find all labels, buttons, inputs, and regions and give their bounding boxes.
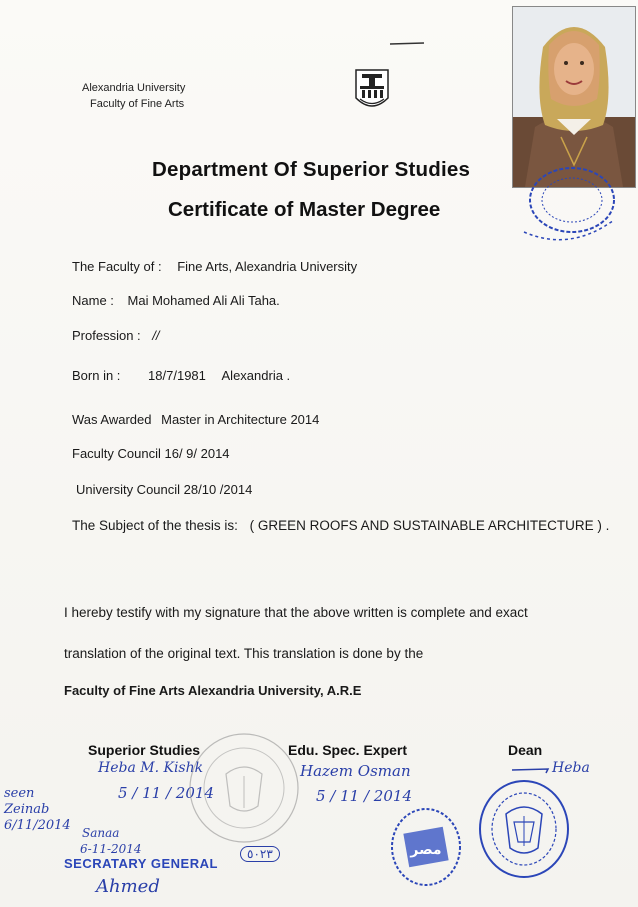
thesis-field — [72, 518, 609, 533]
note-zeinab: Zeinab — [4, 802, 50, 817]
official-stamp-photo — [510, 160, 620, 250]
thesis-label: The Subject of the thesis is: — [72, 518, 238, 533]
profession-value: // — [152, 328, 160, 343]
signature-heba-date: 5 / 11 / 2014 — [118, 784, 214, 802]
signature-hazem: Hazem Osman — [300, 762, 411, 780]
born-place: Alexandria . — [221, 368, 291, 383]
svg-text:ﻣﺼﺮ: ﻣﺼﺮ — [410, 842, 442, 858]
signature-hazem-date: 5 / 11 / 2014 — [316, 787, 412, 805]
reference-number-stamp: ٥٠٢٣ — [240, 846, 280, 862]
university-header — [82, 80, 185, 112]
blue-round-stamp — [388, 804, 464, 890]
faculty-label: The Faculty of : — [72, 259, 162, 274]
thesis-value: ( GREEN ROOFS AND SUSTAINABLE ARCHITECTURE ) . — [249, 518, 610, 533]
name-label: Name : — [72, 293, 114, 308]
profession-field — [72, 328, 160, 343]
testimony-line-2: translation of the original text. This translation is done by the — [64, 646, 424, 661]
signature-heba: Heba M. Kishk — [98, 760, 204, 776]
note-date: 6/11/2014 — [4, 818, 71, 833]
signature-dean: Heba — [552, 760, 590, 776]
secretary-general-stamp: SECRATARY GENERAL — [64, 856, 218, 871]
note-seen: seen — [4, 786, 35, 801]
superior-studies-heading: Superior Studies — [88, 742, 201, 758]
university-name: Alexandria University — [82, 82, 186, 94]
testimony-line-3: Faculty of Fine Arts Alexandria University, A.R.E — [64, 683, 362, 698]
dean-signature-stroke — [510, 764, 554, 774]
faded-eagle-seal — [186, 730, 302, 846]
certificate-title: Certificate of Master Degree — [168, 198, 441, 221]
name-value: Mai Mohamed Ali Ali Taha. — [127, 293, 280, 308]
note-sanaa: Sanaa — [82, 826, 120, 840]
awarded-label: Was Awarded — [72, 412, 152, 427]
born-label: Born in : — [72, 368, 121, 383]
department-title: Department Of Superior Studies — [152, 158, 471, 181]
name-field — [72, 293, 280, 308]
faculty-value: Fine Arts, Alexandria University — [177, 259, 358, 274]
edu-spec-expert-heading: Edu. Spec. Expert — [288, 742, 408, 758]
testimony-line-1: I hereby testify with my signature that the above written is complete and exact — [64, 605, 528, 620]
born-field — [72, 368, 290, 383]
faculty-council: Faculty Council 16/ 9/ 2014 — [72, 446, 230, 461]
scan-mark — [388, 38, 428, 48]
dean-eagle-seal — [476, 776, 572, 882]
born-date: 18/7/1981 — [148, 368, 206, 383]
awarded-field — [72, 412, 319, 427]
awarded-value: Master in Architecture 2014 — [161, 412, 320, 427]
university-council: University Council 28/10 /2014 — [76, 482, 253, 497]
profession-label: Profession : — [72, 328, 141, 343]
university-logo — [352, 68, 392, 116]
faculty-name: Faculty of Fine Arts — [90, 98, 185, 110]
faculty-field — [72, 259, 357, 274]
signature-ahmed: Ahmed — [96, 876, 160, 897]
note-sanaa-date: 6-11-2014 — [80, 842, 142, 856]
dean-heading: Dean — [508, 742, 543, 758]
